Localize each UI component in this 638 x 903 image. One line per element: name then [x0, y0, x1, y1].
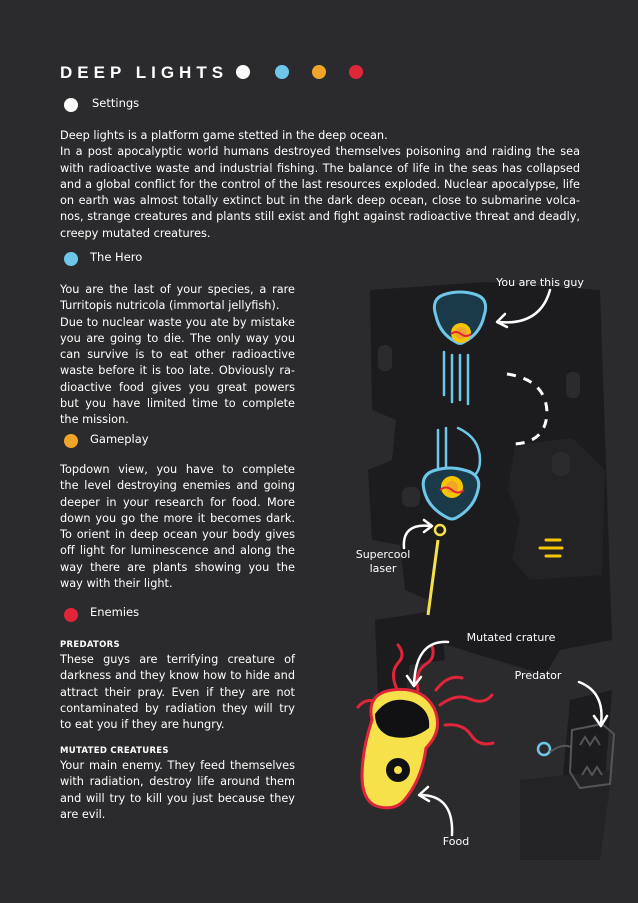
settings-line: nos, strange creatures and plants still exist and fight against radioactive threat and deadly, [60, 210, 580, 224]
gameplay-bullet-icon [64, 434, 78, 448]
settings-line: and a global conflict for the control of the last resources exploded. Nuclear apocalypse, life [60, 177, 580, 191]
predators-paragraph [60, 652, 295, 733]
mutated-line: are evil. [60, 807, 106, 821]
color-swatch-white [236, 65, 250, 79]
laser-callout-label [350, 548, 416, 576]
gameplay-heading: Gameplay [90, 432, 149, 446]
predators-line: to eat you if they are hungry. [60, 718, 225, 732]
color-swatch-orange [312, 65, 326, 79]
hero-line: can survive is to eat other radioactive [60, 348, 295, 362]
predator-callout-label: Predator [514, 669, 562, 682]
gameplay-line: off light for luminescence and along the [60, 544, 295, 558]
settings-line: In a post apocalyptic world humans destroyed themselves poisoning and raiding the sea [60, 145, 580, 159]
settings-paragraph [60, 128, 580, 242]
gameplay-line: way there are plants showing you the [60, 560, 295, 574]
mutated-paragraph [60, 758, 295, 823]
hero-line: you are going to die. The only way you [60, 331, 295, 345]
gameplay-line: deeper in your research for food. More [60, 495, 295, 509]
gameplay-line: Topdown view, you have to complete [60, 463, 295, 476]
mutated-line: Your main enemy. They feed themselves [60, 759, 295, 772]
hero-line: the mission. [60, 413, 129, 427]
laser-callout-line: Supercool [355, 548, 411, 561]
laser-callout-line: laser [369, 562, 397, 575]
settings-heading: Settings [92, 96, 140, 110]
mutated-subheading: MUTATED CREATURES [60, 746, 169, 756]
gameplay-line: the level destroying enemies and going [60, 479, 295, 493]
hero-paragraph [60, 282, 295, 429]
mutated-callout-label: Mutated crature [466, 631, 556, 644]
gameplay-line: down you go the more it becomes dark. [60, 511, 295, 525]
hero-bullet-icon [64, 252, 78, 266]
food-callout-label: Food [442, 835, 470, 848]
hero-line: waste before it is too late. Obviously ra- [60, 364, 295, 378]
hero-callout-label: You are this guy [496, 276, 584, 289]
gameplay-paragraph [60, 462, 295, 592]
settings-line: on earth was almost totally extinct but in the dark deep ocean, close to submarine volca- [60, 194, 580, 208]
gameplay-line: way with their light. [60, 577, 173, 591]
settings-line: Deep lights is a platform game stetted in the deep ocean. [60, 129, 388, 142]
predators-line: contaminated by radiation they will try [60, 701, 295, 715]
settings-bullet-icon [64, 98, 78, 112]
mutated-line: with radiation, destroy life around them [60, 775, 295, 789]
hero-line: Due to nuclear waste you ate by mistake [60, 315, 295, 329]
settings-line: with radioactive waste and industrial fishing. The balance of life in the seas has collapsed [60, 161, 580, 175]
hero-line: dioactive food gives you great powers [60, 380, 295, 394]
color-swatch-blue [275, 65, 289, 79]
predators-line: These guys are terrifying creature of [60, 653, 295, 666]
mutated-line: and will try to kill you just because they [60, 791, 295, 805]
page-title: DEEP LIGHTS [60, 63, 229, 82]
hero-heading: The Hero [90, 250, 143, 264]
predators-line: attract their pray. Even if they are not [60, 685, 295, 699]
color-swatch-red [349, 65, 363, 79]
hero-line: You are the last of your species, a rare [60, 283, 295, 296]
enemies-heading: Enemies [90, 605, 140, 619]
hero-line: Turritopis nutricola (immortal jellyfish). [60, 299, 280, 313]
settings-line: creepy mutated creatures. [60, 226, 211, 240]
enemies-bullet-icon [64, 608, 78, 622]
predators-line: darkness and they know how to hide and [60, 669, 295, 683]
predators-subheading: PREDATORS [60, 640, 120, 650]
hero-line: but you have limited time to complete [60, 397, 295, 411]
gameplay-line: To orient in deep ocean your body gives [60, 528, 295, 542]
